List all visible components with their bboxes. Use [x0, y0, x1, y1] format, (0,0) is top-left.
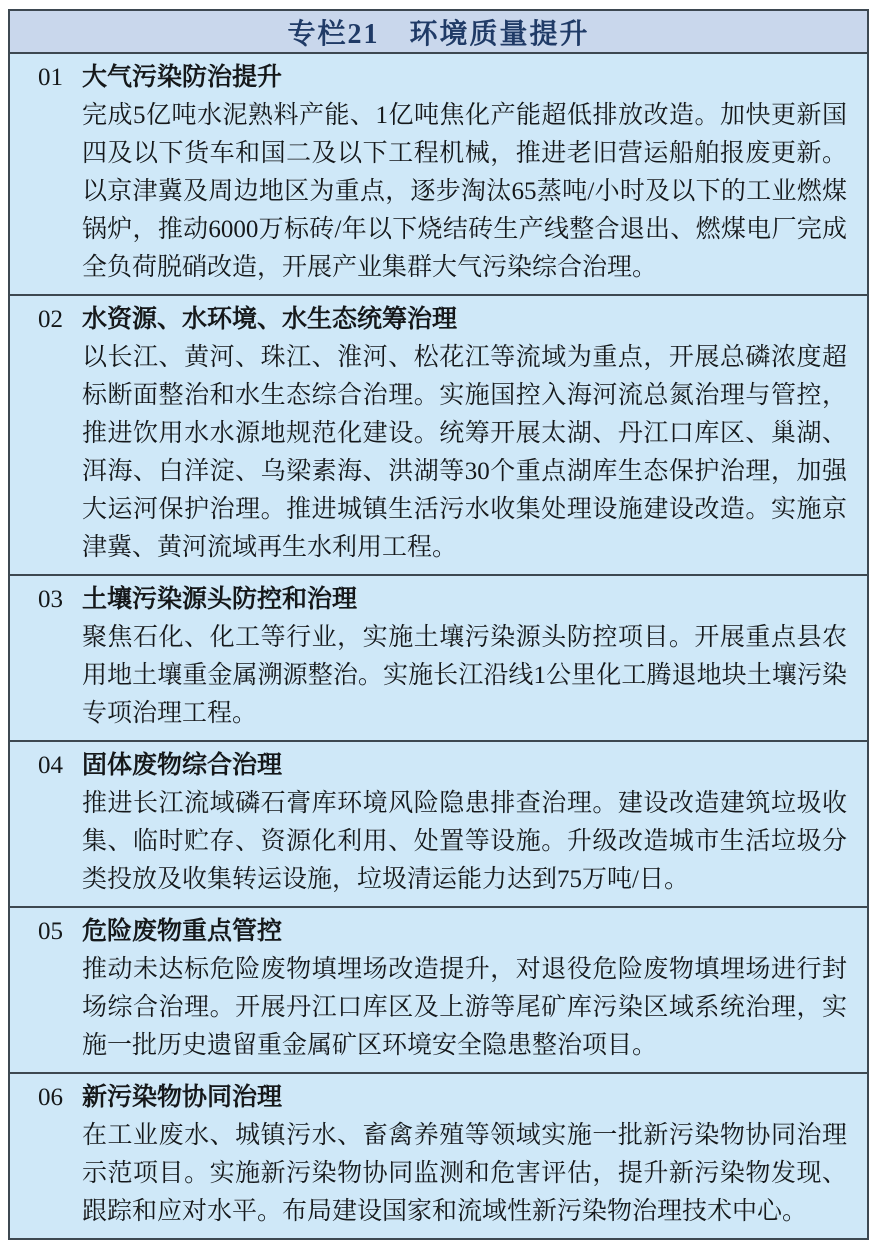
section-body: 推动未达标危险废物填埋场改造提升，对退役危险废物填埋场进行封场综合治理。开展丹江口库区及上游等尾矿库污染区域系统治理，实施一批历史遗留重金属矿区环境安全隐患整治项目。	[82, 956, 847, 1059]
section-body: 在工业废水、城镇污水、畜禽养殖等领域实施一批新污染物协同治理示范项目。实施新污染物协同监测和危害评估，提升新污染物发现、跟踪和应对水平。布局建设国家和流域性新污染物治理技术中心。	[82, 1122, 847, 1225]
section-air-pollution	[10, 54, 867, 294]
section-heading: 危险废物重点管控	[82, 918, 283, 945]
section-hazardous-waste	[10, 906, 867, 1072]
section-water	[10, 294, 867, 574]
section-body: 以长江、黄河、珠江、淮河、松花江等流域为重点，开展总磷浓度超标断面整治和水生态综合治理。实施国控入海河流总氮治理与管控，推进饮用水水源地规范化建设。统筹开展太湖、丹江口库区、巢湖、洱海、白洋淀、乌梁素海、洪湖等30个重点湖库生态保护治理，加强大运河保护治理。推进城镇生活污水收集处理设施建设改造。实施京津冀、黄河流域再生水利用工程。	[82, 344, 847, 561]
section-heading: 大气污染防治提升	[82, 64, 283, 91]
section-heading: 新污染物协同治理	[82, 1084, 283, 1111]
section-heading: 固体废物综合治理	[82, 752, 283, 779]
section-body: 聚焦石化、化工等行业，实施土壤污染源头防控项目。开展重点县农用地土壤重金属溯源整治。实施长江沿线1公里化工腾退地块土壤污染专项治理工程。	[82, 624, 847, 727]
section-number: 04	[38, 752, 63, 779]
panel-title: 专栏21 环境质量提升	[287, 18, 590, 50]
section-body: 完成5亿吨水泥熟料产能、1亿吨焦化产能超低排放改造。加快更新国四及以下货车和国二及以下工程机械，推进老旧营运船舶报废更新。以京津冀及周边地区为重点，逐步淘汰65蒸吨/小时及以下的工业燃煤锅炉，推动6000万标砖/年以下烧结砖生产线整合退出、燃煤电厂完成全负荷脱硝改造，开展产业集群大气污染综合治理。	[82, 102, 847, 281]
section-number: 01	[38, 64, 63, 91]
section-body: 推进长江流域磷石膏库环境风险隐患排查治理。建设改造建筑垃圾收集、临时贮存、资源化利用、处置等设施。升级改造城市生活垃圾分类投放及收集转运设施，垃圾清运能力达到75万吨/日。	[82, 790, 847, 893]
section-heading: 水资源、水环境、水生态统筹治理	[82, 306, 458, 333]
panel-header	[10, 11, 867, 54]
column-21-panel	[8, 9, 869, 1240]
section-soil	[10, 574, 867, 740]
section-number: 02	[38, 306, 63, 333]
section-number: 05	[38, 918, 63, 945]
section-heading: 土壤污染源头防控和治理	[82, 586, 358, 613]
section-number: 03	[38, 586, 63, 613]
section-solid-waste	[10, 740, 867, 906]
section-number: 06	[38, 1084, 63, 1111]
section-new-pollutants	[10, 1072, 867, 1238]
